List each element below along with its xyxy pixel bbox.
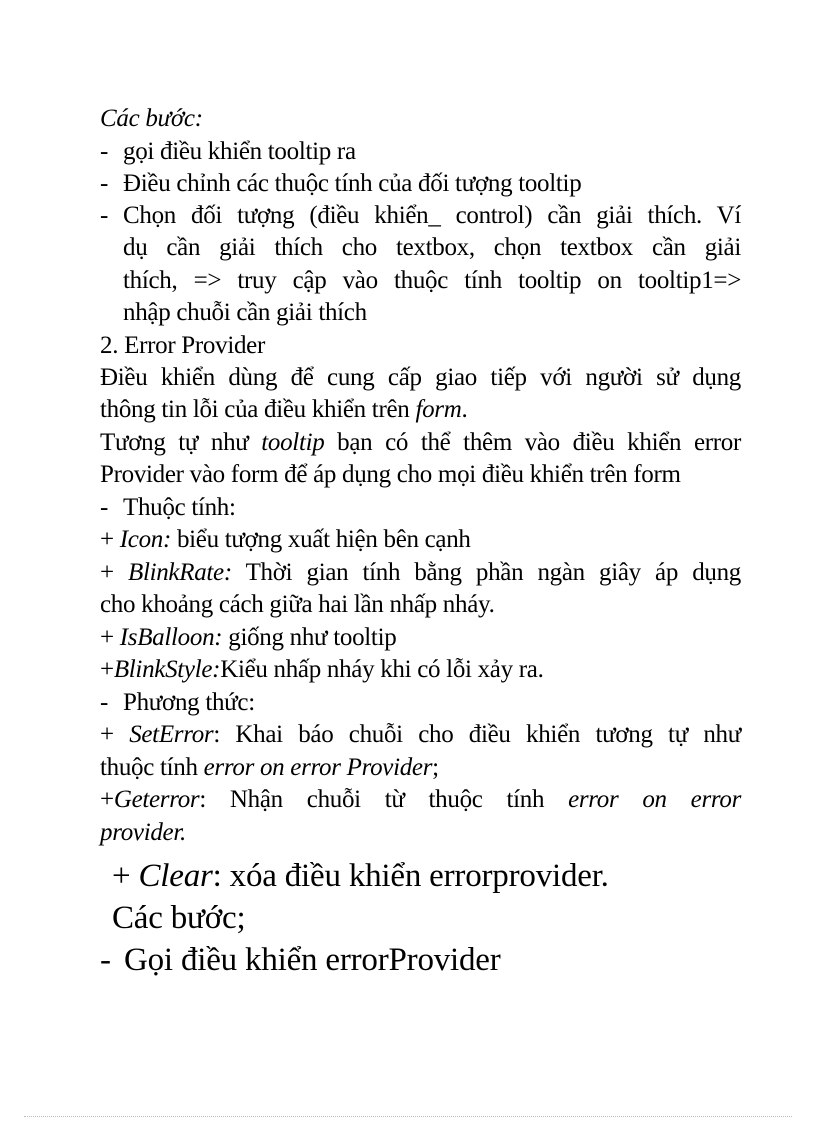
steps2-heading: Các bước; (112, 900, 246, 936)
property-blinkrate: + BlinkRate: Thời gian tính bằng phần ngàn giây áp dụng (100, 559, 741, 586)
step-item-continuation: dụ cần giải thích cho textbox, chọn textbox cần giải (123, 234, 741, 261)
steps-heading: Các bước: (100, 105, 203, 132)
property-blinkstyle: +BlinkStyle:Kiểu nhấp nháy khi có lỗi xảy ra. (100, 656, 544, 683)
paragraph-line: Tương tự như tooltip bạn có thể thêm vào điều khiển error (100, 429, 742, 456)
property-icon: + Icon: biểu tượng xuất hiện bên cạnh (100, 526, 471, 553)
step-item: - gọi điều khiển tooltip ra (100, 138, 356, 165)
last-step: - Gọi điều khiển errorProvider (100, 942, 501, 978)
property-isballoon: + IsBalloon: giống như tooltip (100, 624, 397, 651)
section-title: 2. Error Provider (100, 332, 265, 359)
step-item: - Điều chỉnh các thuộc tính của đối tượng tooltip (100, 170, 582, 197)
paragraph-line: Điều khiển dùng để cung cấp giao tiếp với người sử dụng (100, 364, 741, 391)
method-geterror-continuation: provider. (100, 819, 186, 846)
property-blinkrate-continuation: cho khoảng cách giữa hai lần nhấp nháy. (100, 591, 495, 618)
paragraph-line: Provider vào form để áp dụng cho mọi điều khiển trên form (100, 461, 681, 488)
step-item-continuation: thích, => truy cập vào thuộc tính tooltip on tooltip1=> (123, 267, 741, 294)
method-geterror: +Geterror: Nhận chuỗi từ thuộc tính error on error (100, 786, 741, 813)
method-clear: + Clear: xóa điều khiển errorprovider. (112, 858, 609, 894)
step-item: - Chọn đối tượng (điều khiển_ control) cần giải thích. Ví (100, 202, 741, 229)
methods-label: - Phương thức: (100, 689, 255, 716)
paragraph-line: thông tin lỗi của điều khiển trên form. (100, 396, 468, 423)
method-seterror: + SetError: Khai báo chuỗi cho điều khiển tương tự như (100, 721, 741, 748)
step-item-continuation: nhập chuỗi cần giải thích (123, 299, 367, 326)
properties-label: - Thuộc tính: (100, 494, 236, 521)
page-bottom-divider (24, 1116, 792, 1117)
method-seterror-continuation: thuộc tính error on error Provider; (100, 754, 439, 781)
